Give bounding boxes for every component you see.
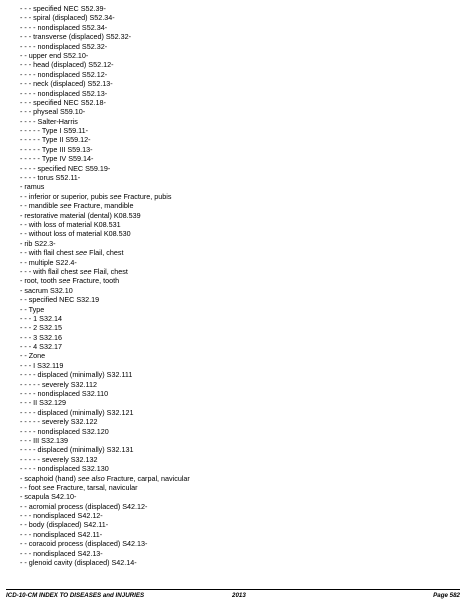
index-entry [20,417,460,426]
reference-target: Flail, chest [91,266,128,276]
entry-text: - - with loss of material K08.531 [20,219,121,229]
entry-text: - - - - - Type II S59.12- [20,135,91,145]
index-entry [20,351,460,360]
index-entry [20,135,460,144]
reference-target: Fracture, carpal, navicular [104,473,190,483]
entry-text: - sacrum S32.10 [20,285,73,295]
index-entry [20,408,460,417]
index-entry [20,182,460,191]
entry-text: - - body (displaced) S42.11- [20,520,109,530]
entry-text: - - - - displaced (minimally) S32.121 [20,407,134,417]
entry-text: - - upper end S52.10- [20,50,89,60]
entry-text: - - - 2 S32.15 [20,323,62,333]
index-entry [20,333,460,342]
index-entry [20,89,460,98]
entry-text: - - foot [20,482,43,492]
entry-text: - root, tooth [20,276,59,286]
entry-text: - - - spiral (displaced) S52.34- [20,13,115,23]
index-entry [20,42,460,51]
entry-text: - rib S22.3- [20,238,56,248]
entry-text: - - - I S32.119 [20,360,64,370]
index-entry [20,126,460,135]
entry-text: - - - - - Type I S59.11- [20,126,89,136]
index-entry [20,389,460,398]
entry-text: - - - - nondisplaced S32.120 [20,426,109,436]
entry-text: - - - - - Type III S59.13- [20,144,93,154]
entry-text: - - - transverse (displaced) S52.32- [20,32,132,42]
entry-text: - - mandible [20,201,60,211]
entry-text: - - - - Salter-Harris [20,116,78,126]
index-entry [20,464,460,473]
index-entry [20,539,460,548]
entry-text: - - - - displaced (minimally) S32.131 [20,445,134,455]
entry-text: - - - - nondisplaced S52.34- [20,22,108,32]
entry-text: - - - - specified NEC S59.19- [20,163,111,173]
entry-text: - - - nondisplaced S42.13- [20,548,103,558]
reference-target: Fracture, tarsal, navicular [54,482,138,492]
see-reference: see [58,276,71,286]
entry-text: - - - nondisplaced S42.11- [20,529,103,539]
reference-target: Fracture, mandible [71,201,134,211]
entry-text: - ramus [20,182,45,192]
index-entry [20,380,460,389]
reference-target: Fracture, tooth [70,276,120,286]
index-entry [20,164,460,173]
entry-text: - - coracoid process (displaced) S42.13- [20,539,148,549]
index-entry [20,248,460,257]
index-entry [20,32,460,41]
index-entry [20,474,460,483]
entry-text: - - - - - Type IV S59.14- [20,154,94,164]
entry-text: - - multiple S22.4- [20,257,77,267]
index-entry [20,370,460,379]
index-entry [20,502,460,511]
footer-year: 2013 [232,592,246,599]
entry-text: - - - - nondisplaced S32.130 [20,464,109,474]
index-entry [20,445,460,454]
index-entry [20,295,460,304]
entry-text: - scapula S42.10- [20,492,77,502]
entry-text: - - - - nondisplaced S52.32- [20,41,108,51]
index-entry [20,229,460,238]
index-entry [20,220,460,229]
page-footer [6,589,460,602]
index-entry [20,520,460,529]
index-entry [20,314,460,323]
entry-text: - - - specified NEC S52.18- [20,97,106,107]
entry-text: - - - with flail chest [20,266,80,276]
reference-target: Fracture, pubis [121,191,172,201]
entry-text: - - without loss of material K08.530 [20,229,131,239]
entry-text: - - - II S32.129 [20,398,66,408]
see-reference: see [109,191,122,201]
entry-text: - - acromial process (displaced) S42.12- [20,501,148,511]
entry-text: - - inferior or superior, pubis [20,191,110,201]
entry-text: - - - 1 S32.14 [20,313,62,323]
index-entry [20,107,460,116]
index-entry [20,492,460,501]
entry-text: - restorative material (dental) K08.539 [20,210,141,220]
footer-page-number: Page 582 [433,592,460,599]
index-entry [20,549,460,558]
index-entry [20,258,460,267]
index-entry [20,13,460,22]
entry-text: - - - - - severely S32.132 [20,454,98,464]
index-entry [20,276,460,285]
index-entry [20,323,460,332]
entry-text: - - - 4 S32.17 [20,342,62,352]
entry-text: - - - - nondisplaced S32.110 [20,389,109,399]
index-entry [20,60,460,69]
index-entry [20,361,460,370]
entry-text: - - - specified NEC S52.39- [20,4,106,13]
index-entry [20,239,460,248]
entry-text: - - - - displaced (minimally) S32.111 [20,370,133,380]
index-entry [20,558,460,567]
index-entry [20,154,460,163]
index-entry [20,427,460,436]
index-entry [20,398,460,407]
entry-text: - - - head (displaced) S52.12- [20,60,114,70]
entry-text: - - - 3 S32.16 [20,332,62,342]
entry-text: - - - - nondisplaced S52.12- [20,69,108,79]
entry-text: - - with flail chest [20,248,76,258]
index-entry [20,23,460,32]
index-entries [20,4,460,567]
see-reference: see [79,266,92,276]
index-entry [20,4,460,13]
index-entry [20,483,460,492]
see-reference: see also [77,473,105,483]
see-reference: see [42,482,55,492]
entry-text: - - - - - severely S32.112 [20,379,97,389]
index-entry [20,511,460,520]
entry-text: - - - nondisplaced S42.12- [20,511,103,521]
entry-text: - - - III S32.139 [20,435,68,445]
index-entry [20,192,460,201]
index-entry [20,70,460,79]
entry-text: - - Zone [20,351,46,361]
index-entry [20,98,460,107]
entry-text: - scaphoid (hand) [20,473,78,483]
index-entry [20,436,460,445]
entry-text: - - Type [20,304,45,314]
index-entry [20,342,460,351]
index-entry [20,201,460,210]
index-entry [20,267,460,276]
index-entry [20,305,460,314]
index-entry [20,173,460,182]
reference-target: Flail, chest [87,248,124,258]
index-entry [20,145,460,154]
entry-text: - - - physeal S59.10- [20,107,86,117]
index-entry [20,530,460,539]
index-entry [20,211,460,220]
index-entry [20,117,460,126]
index-entry [20,286,460,295]
index-entry [20,455,460,464]
entry-text: - - - neck (displaced) S52.13- [20,79,113,89]
entry-text: - - glenoid cavity (displaced) S42.14- [20,558,137,568]
index-entry [20,79,460,88]
see-reference: see [75,248,88,258]
entry-text: - - - - nondisplaced S52.13- [20,88,108,98]
footer-title: ICD-10-CM INDEX TO DISEASES and INJURIES [6,592,145,599]
see-reference: see [59,201,72,211]
index-entry [20,51,460,60]
entry-text: - - - - - severely S32.122 [20,417,98,427]
entry-text: - - - - torus S52.11- [20,173,81,183]
entry-text: - - specified NEC S32.19 [20,295,100,305]
